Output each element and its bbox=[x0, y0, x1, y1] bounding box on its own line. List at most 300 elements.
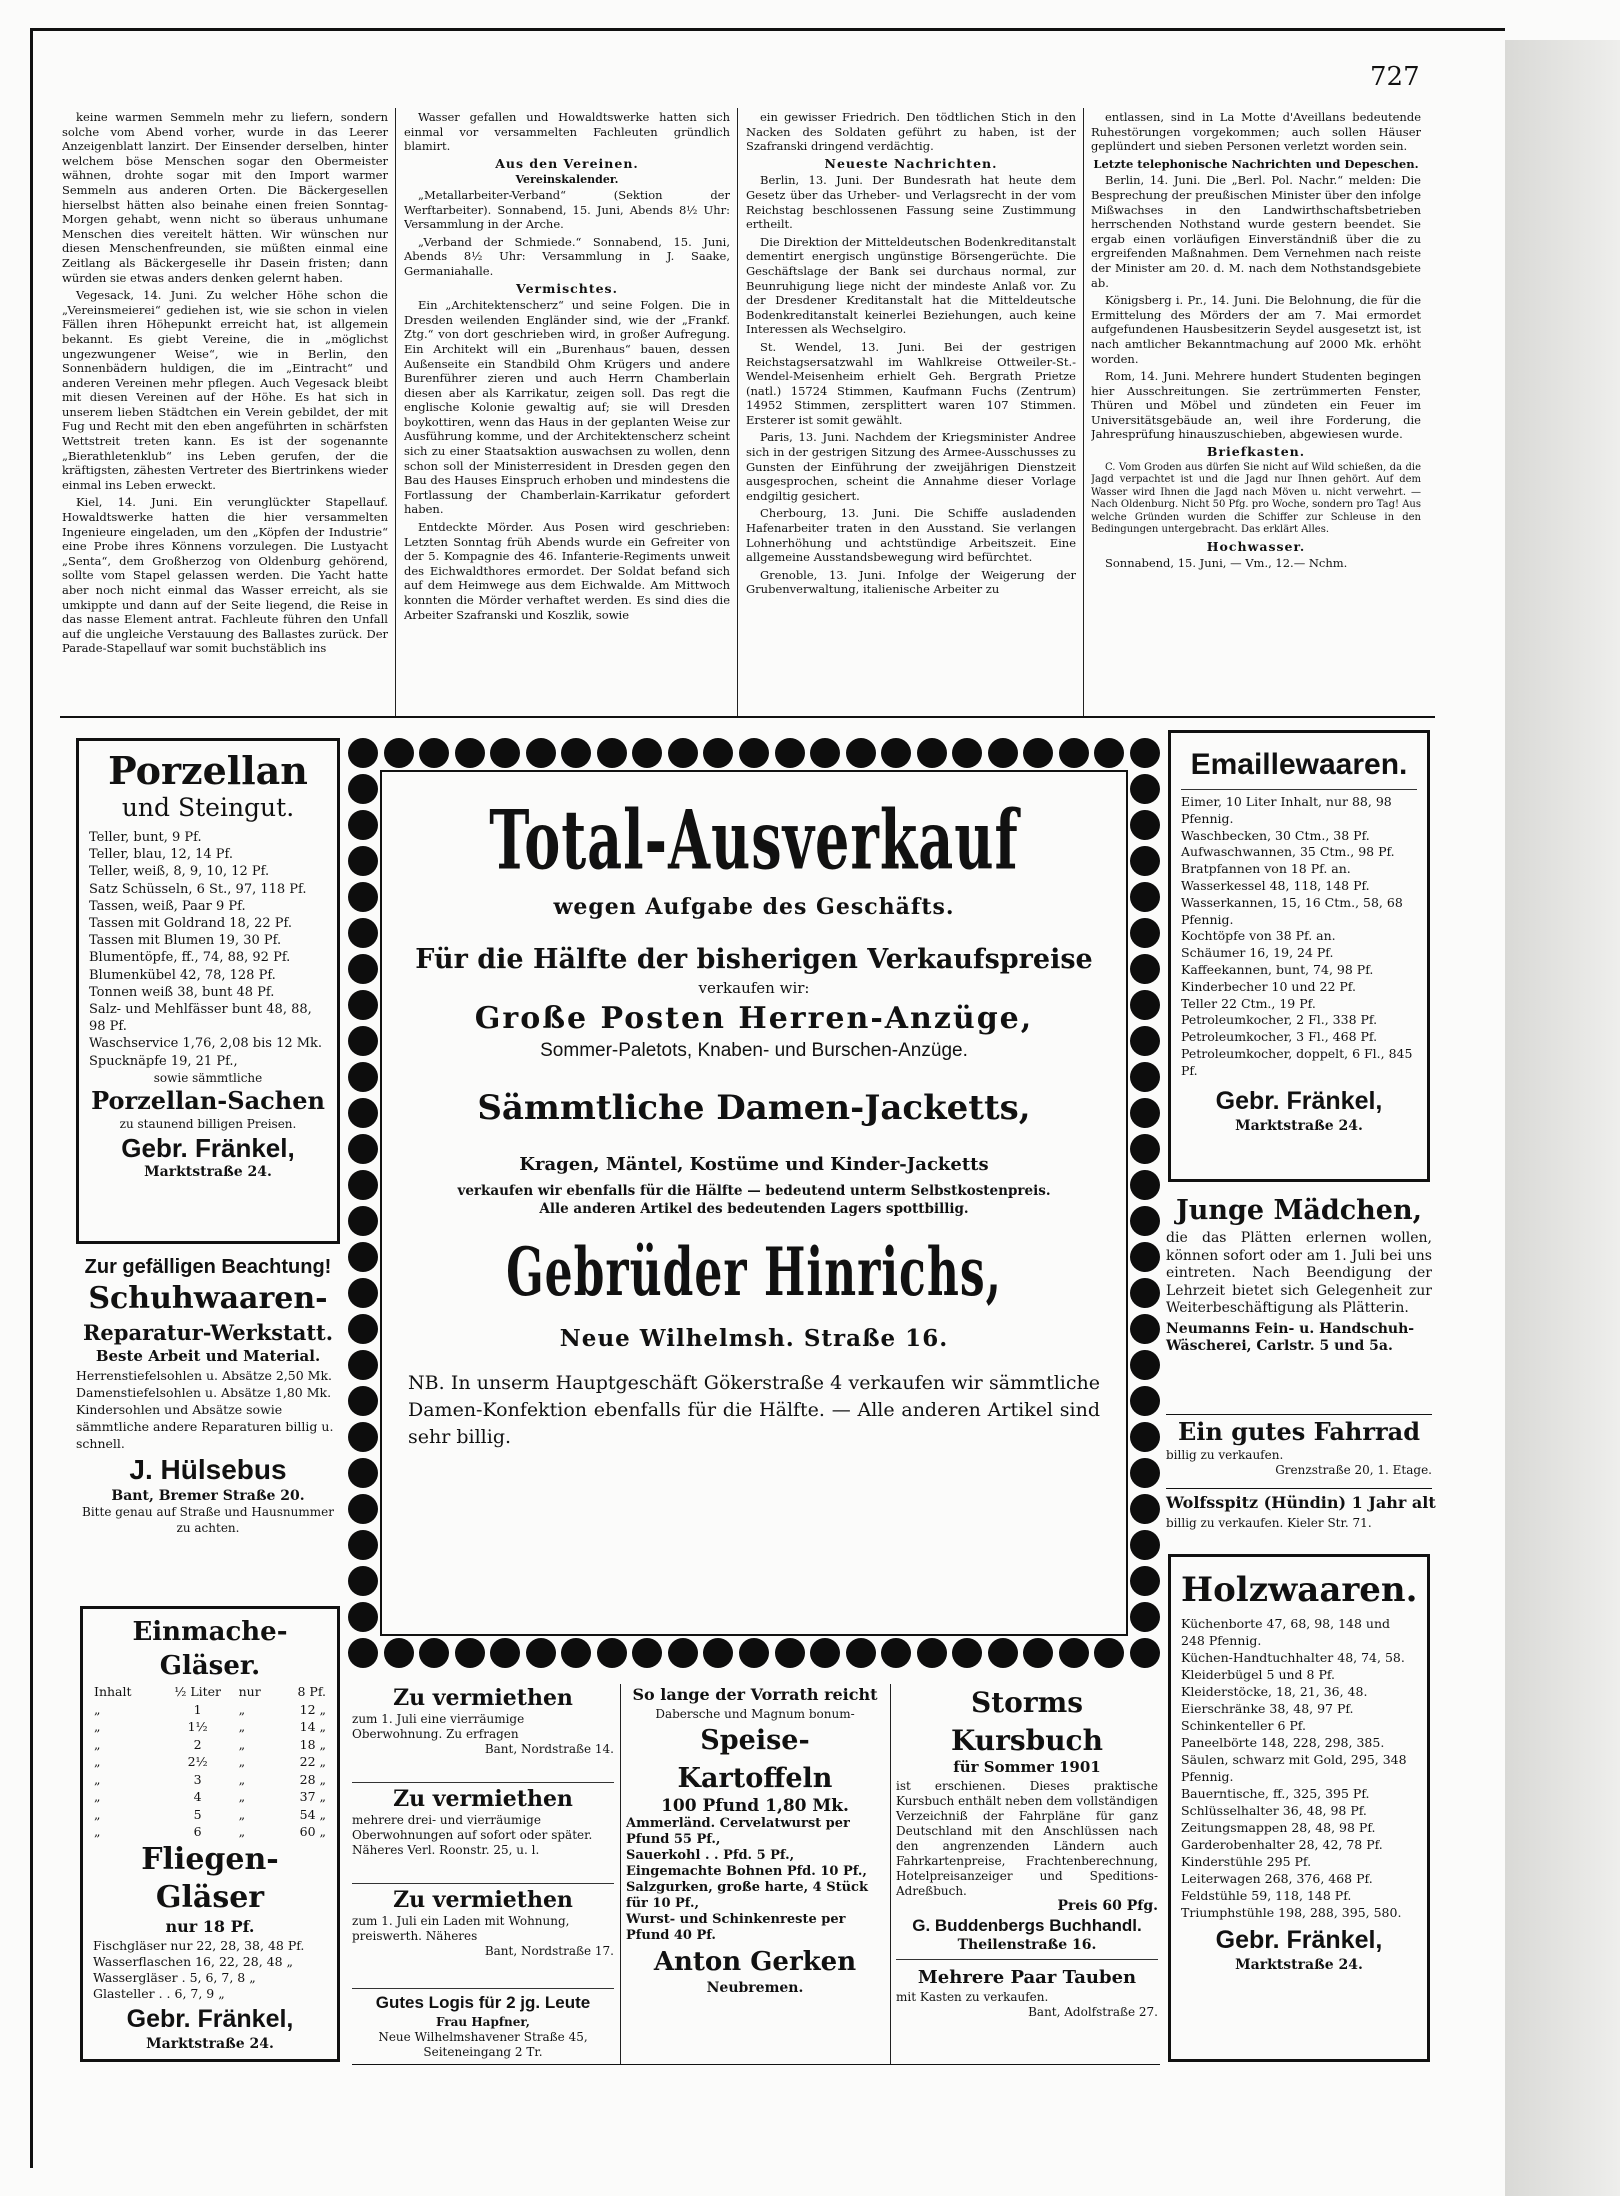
frame-dot bbox=[881, 1638, 911, 1668]
frame-dot bbox=[703, 738, 733, 768]
frame-dot bbox=[384, 1638, 414, 1668]
list-item: Glasteller . . 6, 7, 9 „ bbox=[93, 1985, 225, 2001]
list-item: Blumentöpfe, ff., 74, 88, 92 Pf. bbox=[89, 950, 291, 966]
ad-vermiethen bbox=[352, 1886, 614, 1986]
list-item: Paneelbörte 148, 228, 298, 385. bbox=[1181, 1735, 1385, 1750]
table-cell: „ bbox=[94, 1754, 101, 1769]
ad-note: Bitte genau auf Straße und Hausnummer zu achten. bbox=[82, 1505, 334, 1535]
main-ad-line: verkaufen wir: bbox=[698, 979, 810, 997]
news-column-3 bbox=[746, 110, 1076, 714]
ad-address: Neubremen. bbox=[706, 1980, 804, 1996]
table-cell: ½ Liter bbox=[174, 1684, 222, 1699]
frame-dot bbox=[1094, 738, 1124, 768]
ad-title: Storms Kursbuch bbox=[951, 1686, 1103, 1757]
section-heading: Neueste Nachrichten. bbox=[824, 155, 998, 171]
ad-vermiethen bbox=[352, 1684, 614, 1780]
ad-title: Speise-Kartoffeln bbox=[677, 1725, 833, 1794]
ad-text: zum 1. Juli ein Laden mit Wohnung, preiswerth. Näheres bbox=[352, 1914, 570, 1943]
ad-note: zu staunend billigen Preisen. bbox=[119, 1116, 297, 1131]
frame-dot bbox=[1130, 1206, 1160, 1236]
frame-dot bbox=[739, 1638, 769, 1668]
frame-dot bbox=[1130, 810, 1160, 840]
ad-schuhwaaren bbox=[70, 1252, 346, 1600]
column-rule-2 bbox=[737, 108, 738, 716]
ad-text: ist erschienen. Dieses praktische Kursbuch enthält neben dem vollständigen Verzeichniß der Fahrpläne für ganz Deutschland mit den Anschlüssen nach den angrenzenden Ländern auch Fahrkartenpreise, Frachtenberechnung, Hotelpreisanzeiger und Speditions-Adreßbuch. bbox=[896, 1779, 1158, 1898]
table-cell: „ bbox=[238, 1701, 246, 1717]
frame-dot bbox=[1130, 918, 1160, 948]
list-item: Küchen-Handtuchhalter 48, 74, 58. bbox=[1181, 1650, 1405, 1665]
ad-storms-kursbuch bbox=[896, 1684, 1158, 2064]
table-cell: „ bbox=[94, 1736, 101, 1752]
list-item: Aufwaschwannen, 35 Ctm., 98 Pf. bbox=[1181, 844, 1395, 860]
table-row bbox=[93, 1806, 327, 1824]
ad-text: die das Plätten erlernen wollen, können sofort oder am 1. Juli bei uns eintreten. Nach Beendigung der Lehrzeit bietet sich Gelegenheit zur Weiterbeschäftigung als Plätterin. bbox=[1166, 1230, 1432, 1316]
ad-firm: J. Hülsebus bbox=[129, 1454, 287, 1485]
list-item: Wasserkessel 48, 118, 148 Pf. bbox=[1181, 877, 1370, 893]
ad-logis bbox=[352, 1991, 614, 2060]
table-cell: „ bbox=[238, 1824, 246, 1839]
news-column-2 bbox=[404, 110, 730, 714]
frame-dot bbox=[775, 738, 805, 768]
small-ads-rule-2 bbox=[890, 1684, 891, 2064]
list-item: Wasserflaschen 16, 22, 28, 48 „ bbox=[93, 1953, 294, 1969]
ad-title: Junge Mädchen, bbox=[1175, 1195, 1423, 1226]
ad-line: Seiteneingang 2 Tr. bbox=[423, 2045, 543, 2059]
list-item: Zeitungsmappen 28, 48, 98 Pf. bbox=[1181, 1820, 1376, 1835]
frame-dot bbox=[526, 1638, 556, 1668]
main-ad-firm bbox=[382, 1235, 1126, 1317]
list-item: Kochtöpfe von 38 Pf. an. bbox=[1181, 928, 1336, 944]
list-item: Bauerntische, ff., 325, 395 Pf. bbox=[1181, 1786, 1370, 1801]
table-cell: Inhalt bbox=[94, 1684, 132, 1699]
table-row bbox=[93, 1788, 327, 1806]
frame-dot bbox=[348, 1458, 378, 1488]
frame-dot bbox=[668, 1638, 698, 1668]
bottom-rule bbox=[352, 2064, 1160, 2065]
frame-dot bbox=[597, 738, 627, 768]
ad-holzwaaren bbox=[1168, 1554, 1430, 2062]
table-cell: „ bbox=[238, 1719, 246, 1734]
item-list bbox=[1181, 794, 1417, 1080]
frame-dot bbox=[348, 1278, 378, 1308]
divider bbox=[1166, 1488, 1432, 1489]
list-item: Kleiderbügel 5 und 8 Pf. bbox=[1181, 1667, 1336, 1682]
frame-dot bbox=[1130, 1458, 1160, 1488]
frame-dot bbox=[1130, 882, 1160, 912]
list-item: Satz Schüsseln, 6 St., 97, 118 Pf. bbox=[89, 881, 307, 897]
ad-title: Schuhwaaren- bbox=[88, 1281, 328, 1316]
divider bbox=[352, 1782, 614, 1783]
ad-text: mit Kasten zu verkaufen. bbox=[896, 1990, 1049, 2004]
divider bbox=[352, 1988, 614, 1989]
ad-title: Emaillewaaren. bbox=[1181, 741, 1417, 790]
price-table bbox=[93, 1683, 327, 1841]
frame-dot bbox=[455, 738, 485, 768]
ad-note: sowie sämmtliche bbox=[153, 1070, 263, 1085]
main-ad-title-text: Total-Ausverkauf bbox=[489, 792, 1019, 888]
paragraph: Entdeckte Mörder. Aus Posen wird geschrieben: Letzten Sonntag früh Abends wurde ein Gefreiter von der 5. Kompagnie des 46. Infanterie-Regiments unweit des Eichwaldthores ermordet. Der Soldat befand sich auf dem Heimwege aus dem Eichwalde. Am Mittwoch konnten die Mörder verhaftet werden. Es sind dies die Arbeiter Szafranski und Koszlik, sowie bbox=[404, 520, 730, 622]
ad-address: Marktstraße 24. bbox=[144, 1163, 272, 1180]
list-item: Tonnen weiß 38, bunt 48 Pf. bbox=[89, 984, 275, 1000]
frame-dot bbox=[490, 738, 520, 768]
item-list bbox=[89, 829, 327, 1070]
item-list bbox=[76, 1367, 340, 1452]
list-item: Waschservice 1,76, 2,08 bis 12 Mk. bbox=[89, 1036, 323, 1052]
ad-fahrrad bbox=[1166, 1416, 1432, 1484]
ad-title: Ein gutes Fahrrad bbox=[1177, 1417, 1420, 1446]
frame-dot bbox=[455, 1638, 485, 1668]
table-cell: „ bbox=[238, 1736, 246, 1752]
frame-dot bbox=[1130, 1530, 1160, 1560]
ad-firm: G. Buddenbergs Buchhandl. bbox=[912, 1916, 1142, 1935]
main-ad-line: Sommer-Paletots, Knaben- und Burschen-Anzüge. bbox=[540, 1040, 968, 1061]
ad-line: Beste Arbeit und Material. bbox=[95, 1347, 321, 1365]
frame-dot bbox=[1130, 1314, 1160, 1344]
frame-dot bbox=[1130, 1134, 1160, 1164]
table-row bbox=[93, 1701, 327, 1719]
ad-line: Frau Hapfner, bbox=[436, 2015, 530, 2029]
frame-dot bbox=[1130, 1386, 1160, 1416]
section-subheading: Vereinskalender. bbox=[515, 173, 619, 187]
paragraph: entlassen, sind in La Motte d'Aveillans bedeutende Ruhestörungen vorgekommen; auch sollen Häuser geplündert und sieben Personen verletzt worden sein. bbox=[1091, 110, 1421, 154]
list-item: Wassergläser . 5, 6, 7, 8 „ bbox=[93, 1969, 256, 1985]
news-column-4 bbox=[1091, 110, 1421, 714]
paragraph: Wasser gefallen und Howaldtswerke hatten sich einmal vor versammelten Fachleuten gründlich blamirt. bbox=[404, 110, 730, 154]
list-item: Säulen, schwarz mit Gold, 295, 348 Pfennig. bbox=[1181, 1752, 1407, 1784]
frame-dot bbox=[419, 738, 449, 768]
frame-dot bbox=[348, 1242, 378, 1272]
table-row bbox=[93, 1683, 327, 1701]
ad-sub: Dabersche und Magnum bonum- bbox=[655, 1707, 855, 1721]
ad-title: Einmache-Gläser. bbox=[132, 1617, 288, 1681]
list-item: Petroleumkocher, doppelt, 6 Fl., 845 Pf. bbox=[1181, 1045, 1413, 1078]
ad-firm: Gebr. Fränkel, bbox=[1215, 1086, 1383, 1115]
ad-top-line: Zur gefälligen Beachtung! bbox=[84, 1256, 332, 1278]
list-item: Tassen mit Blumen 19, 30 Pf. bbox=[89, 933, 282, 949]
paragraph: St. Wendel, 13. Juni. Bei der gestrigen Reichstagsersatzwahl im Wahlkreise Ottweiler-St.-Wendel-Meisenheim erhielt Geh. Bergrath Prietze (natl.) 15724 Stimmen, Kaufmann Fuchs (Zentrum) 14952 Stimmen, zersplittert waren 107 Stimmen. Ersterer ist somit gewählt. bbox=[746, 339, 1076, 427]
section-heading: Letzte telephonische Nachrichten und Depeschen. bbox=[1093, 156, 1419, 171]
ad-junge-maedchen bbox=[1166, 1192, 1432, 1408]
ad-price: 100 Pfund 1,80 Mk. bbox=[661, 1796, 849, 1816]
ad-sub: für Sommer 1901 bbox=[953, 1758, 1101, 1776]
list-item: Damenstiefelsohlen u. Absätze 1,80 Mk. bbox=[76, 1385, 332, 1400]
table-cell: 1½ bbox=[187, 1719, 208, 1734]
frame-dot bbox=[952, 738, 982, 768]
frame-dot bbox=[1130, 1602, 1160, 1632]
paragraph: Kiel, 14. Juni. Ein verunglückter Stapellauf. Howaldtswerke hatten die hier versammelten Ingenieure eingeladen, um den „Köpfen der Industrie“ eine Probe ihres Könnens vorzulegen. Die Lustyacht „Senta“, dem Großherzog von Oldenburg gehörend, sollte vom Stapel gelassen werden. Die Yacht hatte aber noch nicht einmal das Wasser erreicht, als sie umkippte und dann auf der Seite liegend, die Reise in das nasse Element antrat. Fachleute führen den Unfall auf die ungleiche Verstauung des Ballastes zurück. Der Parade-Stapellauf war somit buchstäblich ins bbox=[62, 495, 388, 656]
list-item: Blumenkübel 42, 78, 128 Pf. bbox=[89, 967, 276, 983]
list-item: Schäumer 16, 19, 24 Pf. bbox=[1181, 945, 1334, 961]
list-item: Bratpfannen von 18 Pf. an. bbox=[1181, 861, 1351, 877]
ad-firm: Neumanns Fein- u. Handschuh-Wäscherei, Carlstr. 5 und 5a. bbox=[1166, 1320, 1415, 1354]
frame-dot bbox=[348, 810, 378, 840]
frame-dot bbox=[703, 1638, 733, 1668]
item-list bbox=[626, 1816, 884, 1944]
frame-dot bbox=[561, 1638, 591, 1668]
ad-address: Bant, Nordstraße 17. bbox=[484, 1944, 614, 1958]
ad-title: Wolfsspitz (Hündin) 1 Jahr alt bbox=[1166, 1493, 1436, 1512]
text-section-bottom-rule bbox=[60, 716, 1435, 718]
frame-dot bbox=[1130, 1278, 1160, 1308]
ad-title: Porzellan bbox=[108, 748, 308, 793]
frame-dot bbox=[1130, 1026, 1160, 1056]
frame-dot bbox=[1130, 1098, 1160, 1128]
frame-dot bbox=[1059, 738, 1089, 768]
table-cell: „ bbox=[94, 1719, 101, 1734]
paragraph: Die Direktion der Mitteldeutschen Bodenkreditanstalt dementirt energisch ungünstige Börsengerüchte. Die Geschäftslage der Bank sei durchaus normal, zur Beunruhigung liege nicht der mindeste Anlaß vor. Zu der Dresdener Kreditanstalt hat die Mitteldeutsche Bodenkreditanstalt keinerlei Beziehungen, auch keine Interessen als Wechselgiro. bbox=[746, 234, 1076, 337]
table-row bbox=[93, 1736, 327, 1754]
ad-kartoffeln bbox=[626, 1684, 884, 2064]
frame-dot bbox=[597, 1638, 627, 1668]
paragraph: Berlin, 13. Juni. Der Bundesrath hat heute dem Gesetz über das Urheber- und Verlagsrecht in der vom Reichstag beschlossenen Fassung seine Zustimmung ertheilt. bbox=[746, 173, 1076, 232]
ad-top-line: So lange der Vorrath reicht bbox=[632, 1685, 878, 1704]
ad-title: Mehrere Paar Tauben bbox=[917, 1967, 1137, 1988]
weather-line: Sonnabend, 15. Juni, — Vm., 12.— Nchm. bbox=[1105, 556, 1348, 571]
ad-address: Bant, Adolfstraße 27. bbox=[1028, 2005, 1158, 2019]
paragraph: Ein „Architektenscherz“ und seine Folgen. Die in Dresden weilenden Engländer sind, wie der „Frankf. Ztg.“ von dort geschrieben wird, in großer Aufregung. Ein Architekt will ein „Burenhaus“ bauen, dessen Außenseite ein Standbild Ohm Krügers und andere Burenführer zieren und auch Herrn Chamberlain diesen aber als Karrikatur, zeigen soll. Das regt die englische Kolonie gewaltig auf; sie will Dresden boykottiren, wenn das Haus in der geplanten Weise zur Ausführung komme, und der Architektenscherz scheint sich zu einer Staatsaktion auswachsen zu wollen, denn schon soll der Ministerresident in Dresden gegen den Bau des Hauses Einspruch erhoben und mindestens die Fortlassung der Chamberlain-Karrikatur gefordert haben. bbox=[404, 298, 730, 517]
section-heading: Hochwasser. bbox=[1206, 538, 1306, 554]
table-cell: 22 „ bbox=[299, 1754, 326, 1769]
table-cell: 2 bbox=[193, 1736, 202, 1752]
frame-dot bbox=[1130, 774, 1160, 804]
ad-subtitle: und Steingut. bbox=[121, 793, 295, 822]
frame-dot bbox=[348, 1494, 378, 1524]
list-item: Küchenborte 47, 68, 98, 148 und 248 Pfennig. bbox=[1181, 1616, 1391, 1648]
ad-firm: Gebr. Fränkel, bbox=[121, 1132, 295, 1163]
ad-address: Marktstraße 24. bbox=[1235, 1117, 1363, 1134]
table-cell: „ bbox=[94, 1824, 101, 1839]
frame-dot bbox=[1130, 954, 1160, 984]
frame-dot bbox=[1130, 1170, 1160, 1200]
paragraph: Berlin, 14. Juni. Die „Berl. Pol. Nachr.“ melden: Die Besprechung der preußischen Minister über den infolge Mißwachses in den Landwirthschaftsbetrieben herrschenden Nothstand wurde gestern beendet. Sie ergab einen vorläufigen Einverständniß über die zu ergreifenden Maßnahmen. Dem Vernehmen nach reiste der Minister am 20. d. M. nach dem Nothstandsgebiete ab. bbox=[1091, 173, 1421, 290]
frame-dot bbox=[988, 1638, 1018, 1668]
main-ad-line: Kragen, Mäntel, Kostüme und Kinder-Jacketts bbox=[519, 1154, 989, 1175]
ad-subtitle: Reparatur-Werkstatt. bbox=[82, 1320, 334, 1345]
frame-dot bbox=[348, 1170, 378, 1200]
frame-dot bbox=[561, 738, 591, 768]
list-item: Leiterwagen 268, 376, 468 Pf. bbox=[1181, 1871, 1373, 1886]
frame-dot bbox=[1059, 1638, 1089, 1668]
table-cell: 1 bbox=[193, 1701, 202, 1717]
list-item: Tassen mit Goldrand 18, 22 Pf. bbox=[89, 916, 292, 932]
frame-dot bbox=[1023, 1638, 1053, 1668]
paragraph: ein gewisser Friedrich. Den tödtlichen Stich in den Nacken des Soldaten geführt zu haben, ist der Szafranski dringend verdächtig. bbox=[746, 110, 1076, 154]
page-frame-left bbox=[30, 28, 33, 2168]
list-item: Eimer, 10 Liter Inhalt, nur 88, 98 Pfennig. bbox=[1181, 794, 1392, 826]
frame-dot bbox=[1130, 738, 1160, 768]
list-item: Kinderstühle 295 Pf. bbox=[1181, 1854, 1312, 1869]
frame-dot bbox=[1130, 1422, 1160, 1452]
section-heading: Briefkasten. bbox=[1206, 444, 1306, 460]
list-item: Salz- und Mehlfässer bunt 48, 88, 98 Pf. bbox=[89, 1002, 312, 1035]
ad-title: Gutes Logis für 2 jg. Leute bbox=[375, 1993, 591, 2012]
section-heading: Vermischtes. bbox=[516, 280, 618, 296]
table-cell: 12 „ bbox=[299, 1701, 326, 1717]
table-row bbox=[93, 1753, 327, 1771]
frame-dot bbox=[1130, 1350, 1160, 1380]
frame-dot bbox=[1094, 1638, 1124, 1668]
frame-dot bbox=[1130, 1242, 1160, 1272]
ad-porzellan bbox=[76, 738, 340, 1244]
frame-dot bbox=[881, 738, 911, 768]
frame-dot bbox=[348, 1134, 378, 1164]
ad-title: Zu vermiethen bbox=[393, 1887, 573, 1913]
ad-einmache-glaeser bbox=[80, 1606, 340, 2062]
ad-price: nur 18 Pf. bbox=[165, 1916, 255, 1936]
main-ad-firm-text: Gebrüder Hinrichs, bbox=[506, 1235, 1002, 1312]
ad-firm: Anton Gerken bbox=[653, 1947, 857, 1977]
list-item: Eierschränke 38, 48, 97 Pf. bbox=[1181, 1701, 1354, 1716]
frame-dot bbox=[348, 1602, 378, 1632]
list-item: Garderobenhalter 28, 42, 78 Pf. bbox=[1181, 1837, 1383, 1852]
table-cell: „ bbox=[94, 1789, 101, 1804]
paragraph: Königsberg i. Pr., 14. Juni. Die Belohnung, die für die Ermittelung des Mörders der am 7. Mai ermordet aufgefundenen Hausbesitzerin Seydel ausgesetzt ist, ist nach amtlicher Bekanntmachung auf 2000 Mk. erhöht worden. bbox=[1091, 293, 1421, 366]
divider bbox=[1166, 1414, 1432, 1415]
divider bbox=[896, 1959, 1158, 1960]
table-cell: „ bbox=[238, 1771, 246, 1787]
frame-dot bbox=[810, 738, 840, 768]
section-heading: Aus den Vereinen. bbox=[495, 155, 639, 171]
frame-dot bbox=[739, 738, 769, 768]
paragraph: Rom, 14. Juni. Mehrere hundert Studenten begingen hier Ausschreitungen. Sie zertrümmerten Fenster, Thüren und Möbel und zündeten ein Feuer im Universitätsgebäude an, weil ihre Forderung, die Jahresprüfung hinauszuschieben, abgewiesen wurde. bbox=[1091, 369, 1421, 442]
ad-line: Neue Wilhelmshavener Straße 45, bbox=[378, 2030, 588, 2044]
frame-dot bbox=[526, 738, 556, 768]
frame-dot bbox=[917, 738, 947, 768]
table-cell: 54 „ bbox=[299, 1806, 326, 1822]
small-ads-rule-1 bbox=[620, 1684, 621, 2064]
list-item: Waschbecken, 30 Ctm., 38 Pf. bbox=[1181, 827, 1370, 843]
ad-firm: Gebr. Fränkel, bbox=[1215, 1926, 1383, 1954]
list-item: Kaffeekannen, bunt, 74, 98 Pf. bbox=[1181, 961, 1374, 977]
frame-dot bbox=[846, 1638, 876, 1668]
divider bbox=[352, 1883, 614, 1884]
frame-dot bbox=[348, 1530, 378, 1560]
paragraph: keine warmen Semmeln mehr zu liefern, sondern solche vom Abend vorher, wurde in das Leerer Anzeigenblatt lanzirt. Der Einsender derselben, hinter welchem böse Menschen sogar den Obermeister wähnen, drohte sogar mit den Import warmer Semmeln aus anderen Orten. Die Bäckergesellen hierselbst hätten also beinahe einen freien Sonntag-Morgen gehabt, wenn nicht so überaus unhumane Menschen dies vereitelt hätten. Wir wünschen nur diesen Menschenfreunden, sie müßten einmal eine Zeitlang als Bäckergeselle ihr Dasein fristen; dann würden sie etwas anders denken gelernt haben. bbox=[62, 110, 388, 285]
frame-dot bbox=[988, 738, 1018, 768]
frame-dot bbox=[632, 1638, 662, 1668]
table-cell: „ bbox=[94, 1806, 101, 1822]
list-item: Teller 22 Ctm., 19 Pf. bbox=[1181, 995, 1316, 1011]
list-item: Petroleumkocher, 2 Fl., 338 Pf. bbox=[1181, 1012, 1378, 1028]
table-cell: nur bbox=[238, 1684, 261, 1699]
list-item: Tassen, weiß, Paar 9 Pf. bbox=[89, 898, 246, 914]
list-item: Wurst- und Schinkenreste per Pfund 40 Pf. bbox=[626, 1912, 846, 1943]
list-item: Feldstühle 59, 118, 148 Pf. bbox=[1181, 1888, 1352, 1903]
frame-dot bbox=[846, 738, 876, 768]
frame-dot bbox=[348, 918, 378, 948]
frame-dot bbox=[1130, 1062, 1160, 1092]
ad-text: billig zu verkaufen. bbox=[1166, 1448, 1284, 1462]
ad-text: zum 1. Juli eine vierräumige Oberwohnung. Zu erfragen bbox=[352, 1712, 525, 1741]
frame-dot bbox=[348, 774, 378, 804]
table-cell: 28 „ bbox=[299, 1771, 326, 1787]
list-item: Herrenstiefelsohlen u. Absätze 2,50 Mk. bbox=[76, 1368, 332, 1383]
table-cell: „ bbox=[94, 1701, 101, 1717]
main-ad-line: Große Posten Herren-Anzüge, bbox=[474, 1001, 1034, 1036]
list-item: Teller, bunt, 9 Pf. bbox=[89, 830, 202, 845]
list-item: Kleiderstöcke, 18, 21, 36, 48. bbox=[1181, 1684, 1368, 1699]
main-ad-title bbox=[382, 792, 1126, 888]
frame-dot bbox=[917, 1638, 947, 1668]
ad-total-ausverkauf bbox=[380, 770, 1128, 1636]
main-ad-line: Für die Hälfte der bisherigen Verkaufspreise bbox=[415, 944, 1093, 975]
frame-dot bbox=[1023, 738, 1053, 768]
frame-dot bbox=[1130, 1494, 1160, 1524]
frame-dot bbox=[348, 882, 378, 912]
frame-dot bbox=[1130, 846, 1160, 876]
table-cell: „ bbox=[238, 1754, 246, 1769]
frame-dot bbox=[348, 1350, 378, 1380]
frame-dot bbox=[348, 738, 378, 768]
column-rule-1 bbox=[395, 108, 396, 716]
table-cell: 6 bbox=[193, 1824, 202, 1839]
list-item: Teller, blau, 12, 14 Pf. bbox=[89, 847, 233, 863]
calendar-entry: „Metallarbeiter-Verband“ (Sektion der Werftarbeiter). Sonnabend, 15. Juni, Abends 8½ Uhr: Versammlung in der Arche. bbox=[404, 187, 730, 232]
ad-price: Preis 60 Pfg. bbox=[1057, 1898, 1158, 1914]
ad-text: mehrere drei- und vierräumige Oberwohnungen auf sofort oder später. Näheres Verl. Roonstr. 25, u. l. bbox=[352, 1813, 593, 1857]
table-row bbox=[93, 1823, 327, 1841]
ad-address: Bant, Nordstraße 14. bbox=[484, 1742, 614, 1756]
frame-dot bbox=[348, 1422, 378, 1452]
frame-dot bbox=[1130, 1566, 1160, 1596]
item-list bbox=[1181, 1615, 1417, 1921]
frame-dot bbox=[952, 1638, 982, 1668]
list-item: Triumphstühle 198, 288, 395, 580. bbox=[1181, 1905, 1402, 1920]
frame-dot bbox=[348, 1314, 378, 1344]
ad-title-2: Fliegen-Gläser bbox=[141, 1841, 279, 1915]
frame-dot bbox=[810, 1638, 840, 1668]
main-ad-line: Alle anderen Artikel des bedeutenden Lagers spottbillig. bbox=[539, 1201, 969, 1217]
paragraph: Grenoble, 13. Juni. Infolge der Weigerung der Grubenverwaltung, italienische Arbeiter zu bbox=[746, 567, 1076, 597]
ad-title: Zu vermiethen bbox=[393, 1786, 573, 1812]
news-column-1 bbox=[62, 110, 388, 714]
frame-dot bbox=[1130, 990, 1160, 1020]
table-cell: „ bbox=[238, 1806, 246, 1822]
column-rule-3 bbox=[1083, 108, 1084, 716]
table-cell: 8 Pf. bbox=[297, 1684, 326, 1699]
main-ad-line: verkaufen wir ebenfalls für die Hälfte — bedeutend unterm Selbstkostenpreis. bbox=[457, 1183, 1051, 1199]
paragraph: Vegesack, 14. Juni. Zu welcher Höhe schon die „Vereinsmeierei“ gediehen ist, wie sie schon in vielen Fällen ihren Höhepunkt erreicht hat, ist allgemein bekannt. Es giebt Vereine, die in „möglichst ungezwungener Weise“, wie in Berlin, den Sonnenbädern huldigen, die im „Eintracht“ und anderen Vereinen mehr pflegen. Auch Vegesack bleibt mit diesen Vereinen auf der Höhe. Es hat sich in unserem lieben Städtchen ein Verein gebildet, der mit Fug und Recht mit den eben angeführten in schärfsten Wettstreit treten kann. Es ist der sogenannte „Bierathletenklub“ ins Leben gerufen, der die kräftigsten, zähesten Vertreter des Biertrinkens wieder einmal ins Leben erweckt. bbox=[62, 288, 388, 492]
ad-address: Marktstraße 24. bbox=[1235, 1957, 1363, 1973]
list-item: Kindersohlen und Absätze sowie sämmtliche andere Reparaturen billig u. schnell. bbox=[76, 1402, 334, 1451]
ad-address: Bant, Bremer Straße 20. bbox=[111, 1488, 305, 1504]
table-cell: 60 „ bbox=[299, 1824, 326, 1839]
frame-dot bbox=[668, 738, 698, 768]
table-cell: 37 „ bbox=[299, 1789, 326, 1804]
table-cell: 14 „ bbox=[299, 1719, 326, 1734]
list-item: Kinderbecher 10 und 22 Pf. bbox=[1181, 978, 1356, 994]
ad-address: Theilenstraße 16. bbox=[957, 1937, 1097, 1953]
list-item: Salzgurken, große harte, 4 Stück für 10 Pf., bbox=[626, 1880, 868, 1911]
ad-address: Grenzstraße 20, 1. Etage. bbox=[1275, 1463, 1432, 1477]
paragraph: C. Vom Groden aus dürfen Sie nicht auf Wild schießen, da die Jagd verpachtet ist und die Jagd nur Ihnen gehört. Auf dem Wasser wird Ihnen die Jagd nach Möven u. nicht verwehrt. — Nach Oldenburg. Nicht 50 Pfg. pro Woche, sondern pro Tag! Aus welche Gründen wurden die Schiffer zur Schleuse in den Bedingungen untergebracht. Das erklärt Alles. bbox=[1091, 461, 1421, 536]
frame-dot bbox=[775, 1638, 805, 1668]
frame-dot bbox=[348, 846, 378, 876]
table-row bbox=[93, 1771, 327, 1789]
item-list bbox=[93, 1938, 327, 2002]
list-item: Wasserkannen, 15, 16 Ctm., 58, 68 Pfennig. bbox=[1181, 894, 1403, 927]
page-frame-top bbox=[30, 28, 1505, 31]
frame-dot bbox=[348, 954, 378, 984]
frame-dot bbox=[348, 1638, 378, 1668]
frame-dot bbox=[348, 1062, 378, 1092]
list-item: Schinkenteller 6 Pf. bbox=[1181, 1718, 1306, 1733]
paragraph: Cherbourg, 13. Juni. Die Schiffe ausladenden Hafenarbeiter traten in den Ausstand. Sie verlangen Lohnerhöhung und achtstündige Arbeitszeit. Eine allgemeine Ausstandsbewegung wird befürchtet. bbox=[746, 506, 1076, 565]
list-item: Eingemachte Bohnen Pfd. 10 Pf., bbox=[626, 1864, 867, 1879]
table-cell: „ bbox=[94, 1771, 101, 1787]
paragraph: Paris, 13. Juni. Nachdem der Kriegsminister Andree sich in der gestrigen Sitzung des Armee-Ausschusses zu Gunsten der Einführung der zweijährigen Dienstzeit ausgesprochen, scheint die Annahme dieser Vorlage endgiltig gesichert. bbox=[746, 430, 1076, 503]
frame-dot bbox=[384, 738, 414, 768]
